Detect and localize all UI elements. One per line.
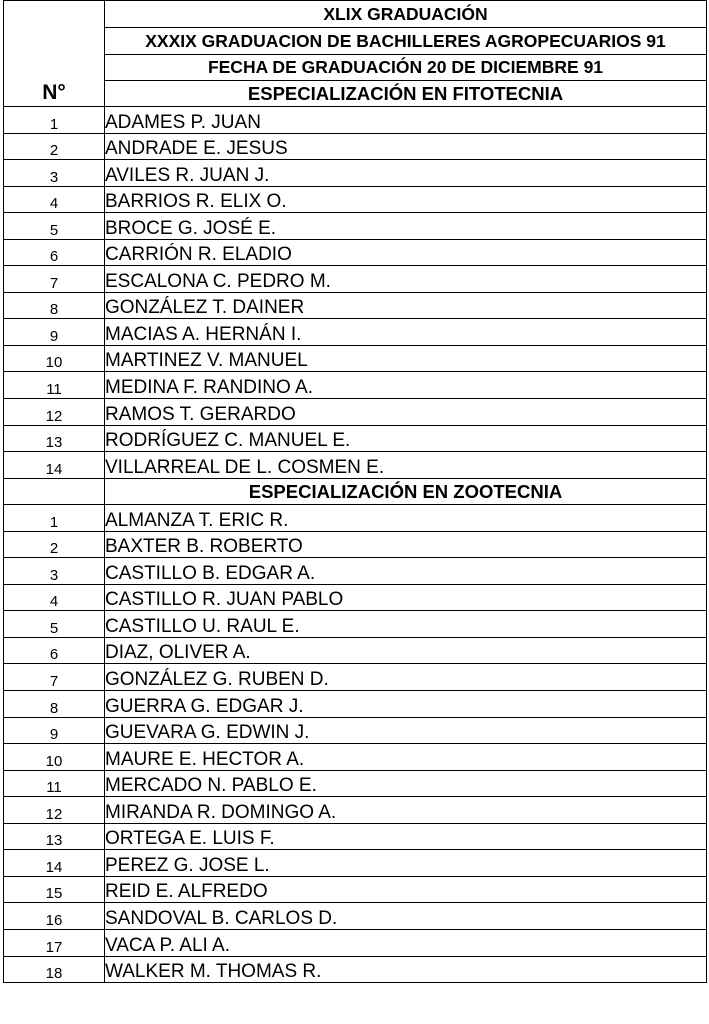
table-row	[4, 691, 707, 718]
section-header-row	[4, 478, 707, 505]
row-number: 15	[4, 876, 105, 903]
graduate-name: BAXTER B. ROBERTO	[105, 531, 707, 558]
row-number: 11	[4, 372, 105, 399]
table-row	[4, 452, 707, 479]
table-row	[4, 744, 707, 771]
table-row	[4, 372, 707, 399]
graduate-name: RODRÍGUEZ C. MANUEL E.	[105, 425, 707, 452]
graduate-name: CASTILLO B. EDGAR A.	[105, 558, 707, 585]
graduate-name: GUEVARA G. EDWIN J.	[105, 717, 707, 744]
empty-number-cell	[4, 478, 105, 505]
row-number: 14	[4, 452, 105, 479]
table-row	[4, 797, 707, 824]
row-number: 4	[4, 584, 105, 611]
section-title: ESPECIALIZACIÓN EN ZOOTECNIA	[105, 478, 707, 505]
graduate-name: BARRIOS R. ELIX O.	[105, 186, 707, 213]
graduate-name: AVILES R. JUAN J.	[105, 160, 707, 187]
graduate-name: ORTEGA E. LUIS F.	[105, 823, 707, 850]
row-number: 12	[4, 399, 105, 426]
row-number: 6	[4, 637, 105, 664]
table-row	[4, 425, 707, 452]
table-row	[4, 664, 707, 691]
table-row	[4, 850, 707, 877]
row-number: 5	[4, 611, 105, 638]
row-number: 12	[4, 797, 105, 824]
table-row	[4, 558, 707, 585]
graduate-name: MACIAS A. HERNÁN I.	[105, 319, 707, 346]
title-line-2: XXXIX GRADUACION DE BACHILLERES AGROPECUARIOS 91	[105, 28, 707, 55]
table-row	[4, 239, 707, 266]
table-row	[4, 929, 707, 956]
table-row	[4, 133, 707, 160]
row-number: 8	[4, 292, 105, 319]
table-row	[4, 186, 707, 213]
row-number: 13	[4, 425, 105, 452]
header-row-3	[4, 55, 707, 81]
graduate-name: GONZÁLEZ G. RUBEN D.	[105, 664, 707, 691]
row-number: 2	[4, 531, 105, 558]
table-row	[4, 956, 707, 983]
graduate-name: REID E. ALFREDO	[105, 876, 707, 903]
table-row	[4, 584, 707, 611]
graduate-name: ESCALONA C. PEDRO M.	[105, 266, 707, 293]
graduate-name: CASTILLO R. JUAN PABLO	[105, 584, 707, 611]
row-number: 9	[4, 717, 105, 744]
graduate-name: WALKER M. THOMAS R.	[105, 956, 707, 983]
graduate-name: VILLARREAL DE L. COSMEN E.	[105, 452, 707, 479]
table-row	[4, 292, 707, 319]
number-header: N°	[42, 81, 66, 104]
table-row	[4, 717, 707, 744]
graduate-name: GUERRA G. EDGAR J.	[105, 691, 707, 718]
row-number: 7	[4, 266, 105, 293]
graduates-table	[3, 0, 707, 983]
graduate-name: CASTILLO U. RAUL E.	[105, 611, 707, 638]
graduate-name: ADAMES P. JUAN	[105, 107, 707, 134]
table-row	[4, 770, 707, 797]
graduate-name: MAURE E. HECTOR A.	[105, 744, 707, 771]
graduate-name: RAMOS T. GERARDO	[105, 399, 707, 426]
row-number: 11	[4, 770, 105, 797]
table-row	[4, 266, 707, 293]
graduate-name: ANDRADE E. JESUS	[105, 133, 707, 160]
table-row	[4, 107, 707, 134]
title-line-3: FECHA DE GRADUACIÓN 20 DE DICIEMBRE 91	[105, 55, 707, 81]
table-row	[4, 213, 707, 240]
table-row	[4, 319, 707, 346]
row-number: 6	[4, 239, 105, 266]
row-number: 5	[4, 213, 105, 240]
row-number: 7	[4, 664, 105, 691]
row-number: 4	[4, 186, 105, 213]
table-row	[4, 345, 707, 372]
table-row	[4, 399, 707, 426]
number-header-cell	[4, 1, 105, 107]
header-row-1	[4, 1, 707, 28]
title-line-1: XLIX GRADUACIÓN	[105, 1, 707, 28]
graduate-name: CARRIÓN R. ELADIO	[105, 239, 707, 266]
table-row	[4, 637, 707, 664]
graduate-name: ALMANZA T. ERIC R.	[105, 505, 707, 532]
row-number: 10	[4, 345, 105, 372]
table-row	[4, 823, 707, 850]
graduate-name: MIRANDA R. DOMINGO A.	[105, 797, 707, 824]
row-number: 13	[4, 823, 105, 850]
graduate-name: MEDINA F. RANDINO A.	[105, 372, 707, 399]
section-title: ESPECIALIZACIÓN EN FITOTECNIA	[105, 81, 707, 107]
graduate-name: PEREZ G. JOSE L.	[105, 850, 707, 877]
row-number: 17	[4, 929, 105, 956]
table-row	[4, 611, 707, 638]
section-header-row	[4, 81, 707, 107]
row-number: 9	[4, 319, 105, 346]
graduate-name: MARTINEZ V. MANUEL	[105, 345, 707, 372]
row-number: 10	[4, 744, 105, 771]
row-number: 14	[4, 850, 105, 877]
header-row-2	[4, 28, 707, 55]
graduate-name: SANDOVAL B. CARLOS D.	[105, 903, 707, 930]
graduate-name: VACA P. ALI A.	[105, 929, 707, 956]
graduate-name: MERCADO N. PABLO E.	[105, 770, 707, 797]
graduate-name: GONZÁLEZ T. DAINER	[105, 292, 707, 319]
row-number: 3	[4, 558, 105, 585]
graduate-name: BROCE G. JOSÉ E.	[105, 213, 707, 240]
row-number: 1	[4, 107, 105, 134]
table-body	[4, 1, 707, 983]
table-row	[4, 505, 707, 532]
table-row	[4, 903, 707, 930]
row-number: 3	[4, 160, 105, 187]
row-number: 18	[4, 956, 105, 983]
graduate-name: DIAZ, OLIVER A.	[105, 637, 707, 664]
row-number: 1	[4, 505, 105, 532]
table-row	[4, 531, 707, 558]
table-row	[4, 160, 707, 187]
row-number: 8	[4, 691, 105, 718]
table-row	[4, 876, 707, 903]
row-number: 16	[4, 903, 105, 930]
row-number: 2	[4, 133, 105, 160]
